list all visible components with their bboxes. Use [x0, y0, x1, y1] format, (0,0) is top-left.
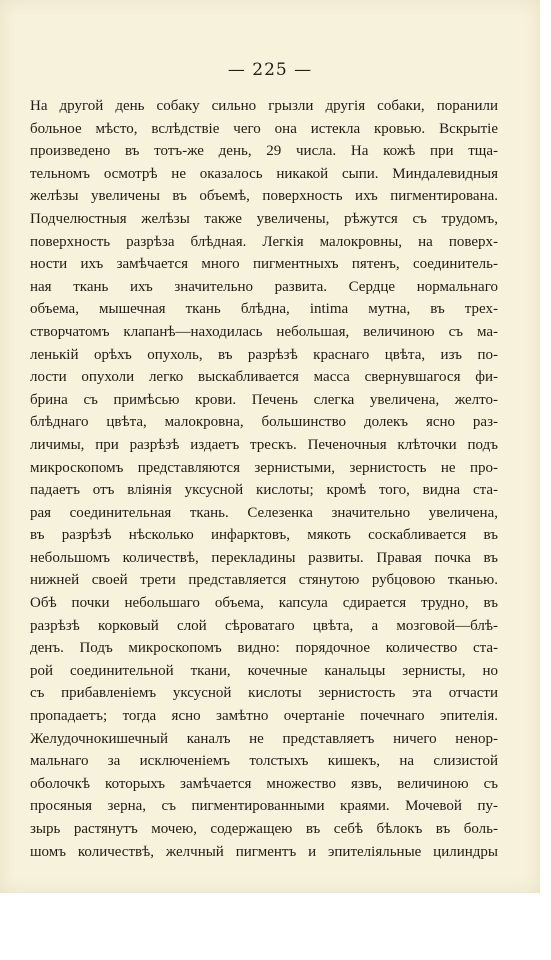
text-line: зырь растянутъ мочею, содержащею въ себѣ бѣлокъ въ боль-	[30, 821, 498, 837]
text-line: На другой день собаку сильно грызли другія собаки, поранили	[30, 98, 498, 114]
text-line: въ разрѣзѣ нѣсколько инфарктовъ, мякоть соскабливается въ	[30, 527, 498, 544]
text-line: рой соединительной ткани, кочечные канальцы зернисты, но	[30, 662, 498, 679]
text-line: ленькій орѣхъ опухоль, въ разрѣзѣ краснаго цвѣта, изъ по-	[30, 346, 498, 363]
text-line: мальнаго за исключеніемъ толстыхъ кишекъ, на слизистой	[30, 753, 498, 770]
text-line: просяныя зерна, съ пигментированными краями. Мочевой пу-	[30, 798, 498, 815]
text-line: небольшомъ количествѣ, перекладины развиты. Правая почка въ	[30, 549, 498, 566]
text-line: больное мѣсто, вслѣдствіе чего она истекла кровью. Вскрытіе	[30, 120, 498, 137]
text-line: пропадаетъ; тогда ясно замѣтно очертаніе почечнаго эпителія.	[30, 708, 498, 725]
text-line: рая соединительная ткань. Селезенка значительно увеличена,	[30, 504, 498, 521]
text-line: брина съ примѣсью крови. Печень слегка увеличена, желто-	[30, 391, 498, 408]
text-line: створчатомъ клапанѣ—находилась небольшая, величиною съ ма-	[30, 323, 498, 340]
text-line: поверхность разрѣза блѣдная. Легкія малокровны, на поверх-	[30, 233, 498, 250]
text-line: падаетъ отъ вліянія уксусной кислоты; кромѣ того, видна ста-	[30, 482, 498, 499]
text-line: съ прибавленіемъ уксусной кислоты зернистость эта отчасти	[30, 685, 498, 702]
text-line: Обѣ почки небольшаго объема, капсула сдирается трудно, въ	[30, 595, 498, 612]
text-line: оболочкѣ которыхъ замѣчается множество язвъ, величиною съ	[30, 775, 498, 792]
text-line: ная ткань ихъ значительно развита. Сердце нормальнаго	[30, 278, 498, 295]
text-line: блѣднаго цвѣта, малокровна, большинство долекъ ясно раз-	[30, 414, 498, 431]
body-text	[30, 95, 498, 863]
text-line: микроскопомъ представляются зернистыми, зернистость не про-	[30, 459, 498, 476]
text-line: личимы, при разрѣзѣ издаетъ трескъ. Печеночныя клѣточки подъ	[30, 436, 498, 453]
text-line: ности ихъ замѣчается много пигментныхъ пятенъ, соединитель-	[30, 256, 498, 273]
text-line: денъ. Подъ микроскопомъ видно: порядочное количество ста-	[30, 640, 498, 657]
text-line: разрѣзѣ корковый слой сѣроватаго цвѣта, а мозговой—блѣ-	[30, 617, 498, 634]
text-line: нижней своей трети представляется стянутою рубцовою тканью.	[30, 572, 498, 589]
text-line: Подчелюстныя желѣзы также увеличены, рѣжутся съ трудомъ,	[30, 210, 498, 227]
text-line: произведено въ тотъ-же день, 29 числа. На кожѣ при тща-	[30, 143, 498, 160]
text-line: шомъ количествѣ, желчный пигментъ и эпителіяльные цилиндры	[30, 843, 498, 860]
text-line: лости опухоли легко выскабливается масса свернувшагося фи-	[30, 369, 498, 386]
text-line: объема, мышечная ткань блѣдна, intima мутна, въ трех-	[30, 301, 498, 318]
text-line: желѣзы увеличены въ объемѣ, поверхность ихъ пигментирована.	[30, 188, 498, 205]
page-number: — 225 —	[227, 60, 313, 80]
text-line: Желудочнокишечный каналъ не представляетъ ничего ненор-	[30, 730, 498, 747]
text-line: тельномъ осмотрѣ не оказалось никакой сыпи. Миндалевидныя	[30, 165, 498, 182]
